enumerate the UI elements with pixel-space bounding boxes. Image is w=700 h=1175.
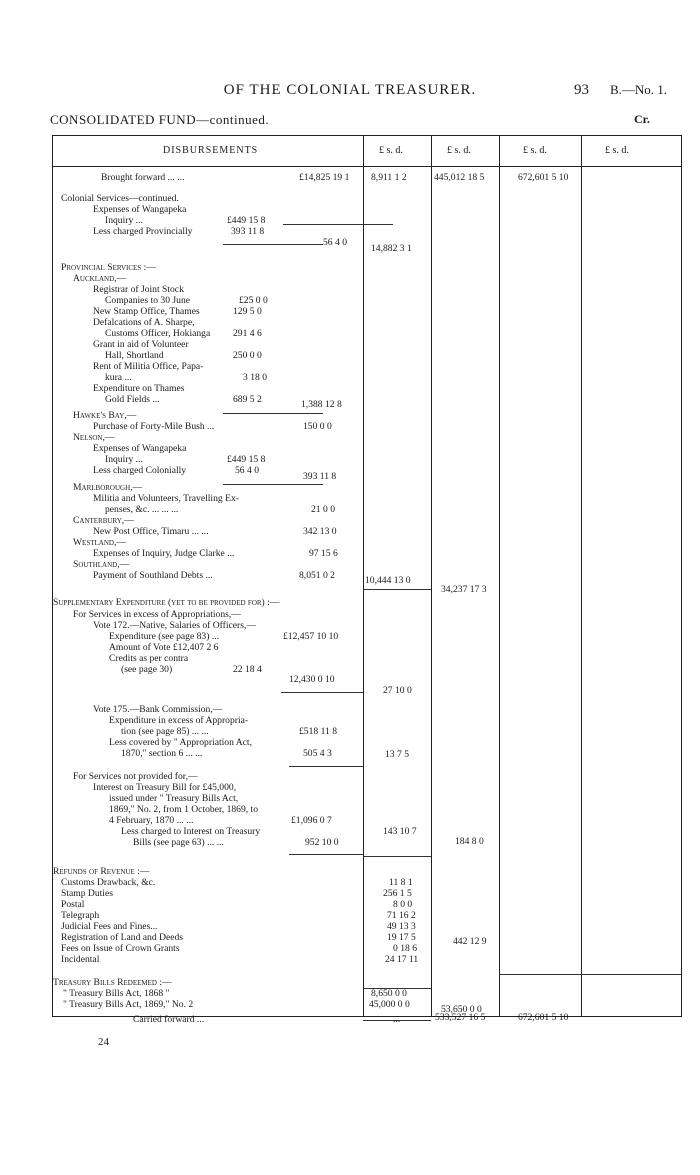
rent-2-label: kura ... — [105, 372, 132, 383]
nel-exp-2-label: Inquiry ... — [105, 454, 143, 465]
subtotal-rule — [363, 856, 431, 857]
forty-mile-label: Purchase of Forty-Mile Bush ... — [93, 421, 215, 432]
page-title: OF THE COLONIAL TREASURER. — [223, 82, 477, 98]
ref-telegraph-label: Telegraph — [61, 910, 100, 921]
v172-5-amt-amount: 22 18 4 — [233, 664, 262, 675]
marlborough-label: Marlborough,— — [73, 482, 143, 493]
nel-exp-1-label: Expenses of Wangapeka — [93, 443, 187, 454]
tb-1868-label: " Treasury Bills Act, 1868 " — [63, 988, 170, 999]
excess-label: For Services in excess of Appropriations,— — [73, 609, 241, 620]
nelson-label: Nelson,— — [73, 432, 115, 443]
ref-incidental-label: Incidental — [61, 954, 100, 965]
column-header-3: £ s. d. — [523, 145, 547, 156]
militia-amt-amount: 21 0 0 — [311, 504, 335, 515]
militia-2-label: penses, &c. ... ... ... — [105, 504, 179, 515]
subtotal-rule — [289, 766, 363, 767]
v172-2-label: Expenditure (see page 83) ... — [109, 631, 220, 642]
forty-mile-amt-amount: 150 0 0 — [303, 421, 332, 432]
v175-5-label: 1870," section 6 ... ... — [121, 748, 203, 759]
notprov-label: For Services not provided for,— — [73, 771, 198, 782]
tb-1869-label: " Treasury Bills Act, 1869," No. 2 — [63, 999, 194, 1010]
clarke-amt-amount: 97 15 6 — [309, 548, 338, 559]
sl-debts-label: Payment of Southland Debts ... — [93, 570, 213, 581]
bf-c-amount: 445,012 18 5 — [434, 172, 485, 183]
westland-label: Westland,— — [73, 537, 126, 548]
thames-amt-amount: 689 5 2 — [233, 394, 262, 405]
carried-forward-label: Carried forward ... — [133, 1014, 205, 1025]
exp-wangapeka-1-label: Expenses of Wangapeka — [93, 204, 187, 215]
bf-a-amount: £14,825 19 1 — [299, 172, 350, 183]
reg-joint-2-label: Companies to 30 June — [105, 295, 191, 306]
ref-judicial-label: Judicial Fees and Fines... — [61, 921, 158, 932]
disbursements-table — [52, 135, 682, 1025]
ref-incidental-amt-amount: 24 17 11 — [385, 954, 419, 965]
nel-less-amt-amount: 56 4 0 — [235, 465, 259, 476]
v172-3-label: Amount of Vote £12,407 2 6 — [109, 642, 219, 653]
ref-crown-amt-amount: 0 18 6 — [393, 943, 417, 954]
rent-1-label: Rent of Militia Office, Papa- — [93, 361, 204, 372]
tb-1868-amt-amount: 8,650 0 0 — [371, 988, 407, 999]
tb-total-amount: 53,650 0 0 — [441, 1004, 482, 1015]
ref-registration-amt-amount: 19 17 5 — [387, 932, 416, 943]
grant-1-label: Grant in aid of Volunteer — [93, 339, 189, 350]
thames-2-label: Gold Fields ... — [105, 394, 160, 405]
supp-label: Supplementary Expenditure (yet to be provided for) :— — [53, 597, 280, 608]
grant-2-label: Hall, Shortland — [105, 350, 164, 361]
total-rule — [499, 974, 581, 975]
thames-1-label: Expenditure on Thames — [93, 383, 185, 394]
southland-label: Southland,— — [73, 559, 130, 570]
less-prov-label: Less charged Provincially — [93, 226, 193, 237]
sl-debts-amt-amount: 8,051 0 2 — [299, 570, 335, 581]
militia-1-label: Militia and Volunteers, Travelling Ex- — [93, 493, 239, 504]
exp-wangapeka-2-label: Inquiry ... — [105, 215, 143, 226]
int-1-label: Interest on Treasury Bill for £45,000, — [93, 782, 237, 793]
ref-crown-label: Fees on Issue of Crown Grants — [61, 943, 180, 954]
bf-b-amount: 8,911 1 2 — [371, 172, 407, 183]
bf-d-amount: 672,601 5 10 — [518, 172, 569, 183]
nelson-total-amount: 393 11 8 — [303, 471, 337, 482]
cs-total-amount: 14,882 3 1 — [371, 243, 412, 254]
colonial-services-label: Colonial Services—continued. — [61, 193, 179, 204]
timaru-amt-amount: 342 13 0 — [303, 526, 337, 537]
ref-stamp-label: Stamp Duties — [61, 888, 113, 899]
column-divider — [499, 136, 500, 1016]
prov-total-amount: 10,444 13 0 — [365, 575, 411, 586]
total-rule — [581, 974, 681, 975]
hawkes-bay-label: Hawke's Bay,— — [73, 410, 137, 421]
defalc-amt-amount: 291 4 6 — [233, 328, 262, 339]
clarke-label: Expenses of Inquiry, Judge Clarke ... — [93, 548, 235, 559]
ref-postal-label: Postal — [61, 899, 85, 910]
grant-amt-amount: 250 0 0 — [233, 350, 262, 361]
int-total-amount: 143 10 7 — [383, 826, 417, 837]
reg-joint-1-label: Registrar of Joint Stock — [93, 284, 184, 295]
int-2-label: issued under " Treasury Bills Act, — [109, 793, 239, 804]
subtotal-rule — [363, 589, 431, 590]
subtotal-rule — [281, 692, 363, 693]
canterbury-label: Canterbury,— — [73, 515, 134, 526]
auckland-label: Auckland,— — [73, 273, 127, 284]
nel-less-label: Less charged Colonially — [93, 465, 187, 476]
ref-customs-label: Customs Drawback, &c. — [61, 877, 156, 888]
int-6-label: Bills (see page 63) ... ... — [133, 837, 224, 848]
ref-postal-amt-amount: 8 0 0 — [393, 899, 413, 910]
v175-3-label: tion (see page 85) ... ... — [121, 726, 209, 737]
less-prov-amt-amount: 393 11 8 — [231, 226, 265, 237]
column-header-disbursements: DISBURSEMENTS — [163, 145, 259, 156]
cs-net-amount: 56 4 0 — [323, 237, 347, 248]
auckland-total-amount: 1,388 12 8 — [301, 399, 342, 410]
subtotal-rule — [223, 484, 323, 485]
ref-stamp-amt-amount: 256 1 5 — [383, 888, 412, 899]
v172-1-label: Vote 172.—Native, Salaries of Officers,— — [93, 620, 256, 631]
document-reference: B.—No. 1. — [610, 82, 668, 97]
subtotal-c-amount: 34,237 17 3 — [441, 584, 487, 595]
column-divider — [581, 136, 582, 1016]
header-rule — [53, 166, 681, 167]
int-3-label: 1869," No. 2, from 1 October, 1869, to — [109, 804, 259, 815]
cf-dots-label: ... — [393, 1014, 401, 1025]
defalc-1-label: Defalcations of A. Sharpe, — [93, 317, 195, 328]
supp-total-amount: 184 8 0 — [455, 836, 484, 847]
page-number: 93 — [574, 82, 589, 98]
int-5-label: Less charged to Interest on Treasury — [121, 826, 261, 837]
defalc-2-label: Customs Officer, Hokianga — [105, 328, 211, 339]
ref-telegraph-amt-amount: 71 16 2 — [387, 910, 416, 921]
v172-net-amount: 12,430 0 10 — [289, 674, 335, 685]
v175-total-amount: 13 7 5 — [385, 749, 409, 760]
cf-c-amount: 533,527 16 5 — [435, 1012, 486, 1023]
subtotal-rule — [283, 224, 393, 225]
tb-1869-amt-amount: 45,000 0 0 — [369, 999, 410, 1010]
column-divider — [363, 136, 364, 1016]
int-4-label: 4 February, 1870 ... ... — [109, 815, 194, 826]
column-header-1: £ s. d. — [379, 145, 403, 156]
refunds-total-amount: 442 12 9 — [453, 936, 487, 947]
ref-registration-label: Registration of Land and Deeds — [61, 932, 184, 943]
refunds-label: Refunds of Revenue :— — [53, 866, 150, 877]
brought-forward-label: Brought forward ... ... — [101, 172, 185, 183]
int-4-amt-amount: £1,096 0 7 — [291, 815, 332, 826]
credit-side-label: Cr. — [634, 112, 650, 126]
v172-4-label: Credits as per contra — [109, 653, 189, 664]
v175-2-label: Expenditure in excess of Appropria- — [109, 715, 249, 726]
folio-number: 24 — [98, 1036, 109, 1048]
int-6-amt-amount: 952 10 0 — [305, 837, 339, 848]
v175-1-label: Vote 175.—Bank Commission,— — [93, 704, 223, 715]
ref-judicial-amt-amount: 49 13 3 — [387, 921, 416, 932]
provincial-services-label: Provincial Services :— — [61, 262, 156, 273]
timaru-label: New Post Office, Timaru ... ... — [93, 526, 209, 537]
v172-total-amount: 27 10 0 — [383, 685, 412, 696]
stamp-thames-amt-amount: 129 5 0 — [233, 306, 262, 317]
treasury-label: Treasury Bills Redeemed :— — [53, 977, 172, 988]
subtotal-rule — [289, 854, 363, 855]
v172-2-amt-amount: £12,457 10 10 — [283, 631, 339, 642]
ref-customs-amt-amount: 11 8 1 — [389, 877, 413, 888]
cf-d-amount: 672,601 5 10 — [518, 1012, 569, 1023]
nel-exp-amt-amount: £449 15 8 — [227, 454, 266, 465]
fund-heading: CONSOLIDATED FUND—continued. — [50, 112, 270, 127]
stamp-thames-label: New Stamp Office, Thames — [93, 306, 200, 317]
v172-5-label: (see page 30) — [121, 664, 173, 675]
column-header-2: £ s. d. — [447, 145, 471, 156]
subtotal-rule — [223, 413, 323, 414]
column-divider — [431, 136, 432, 1016]
v175-5-amt-amount: 505 4 3 — [303, 748, 332, 759]
column-header-4: £ s. d. — [605, 145, 629, 156]
v175-4-label: Less covered by " Appropriation Act, — [109, 737, 252, 748]
v175-3-amt-amount: £518 11 8 — [299, 726, 338, 737]
subtotal-rule — [223, 244, 323, 245]
reg-joint-amt-amount: £25 0 0 — [239, 295, 268, 306]
rent-amt-amount: 3 18 0 — [243, 372, 267, 383]
exp-wangapeka-amt-amount: £449 15 8 — [227, 215, 266, 226]
